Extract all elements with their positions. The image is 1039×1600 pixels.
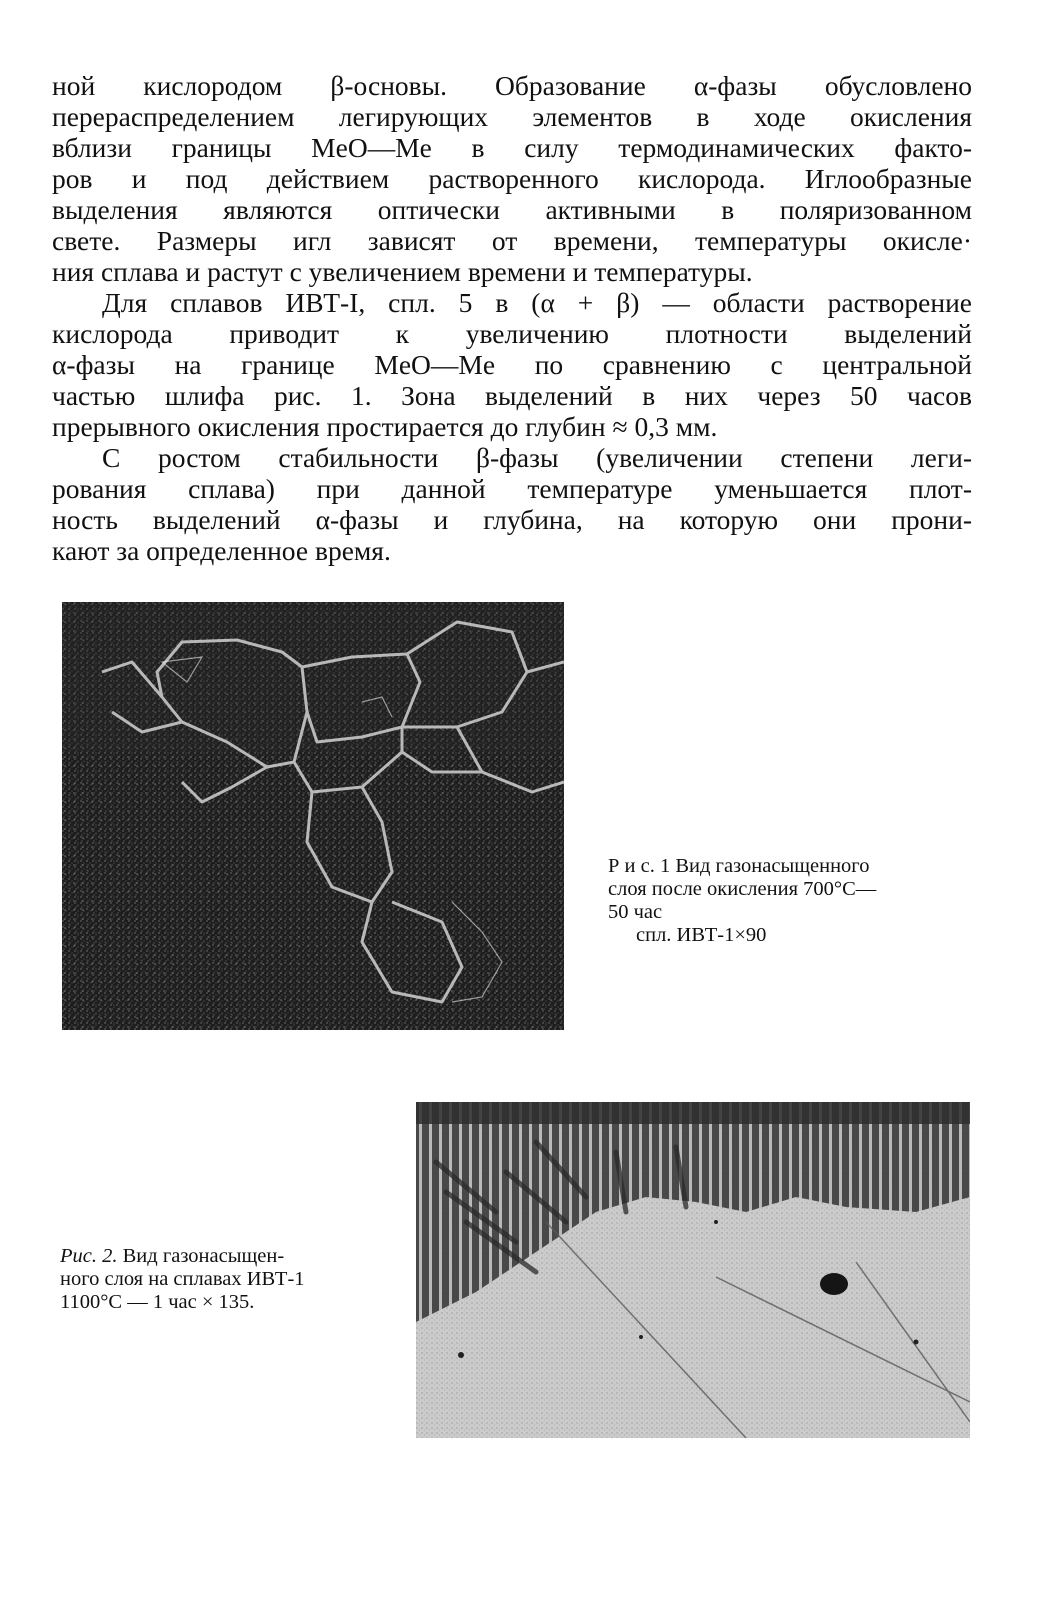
text-line: α-фазы на границе MeO—Me по сравнению с центральной: [52, 349, 972, 380]
text-line: вблизи границы MeO—Me в силу термодинамических факто-: [52, 132, 972, 163]
caption-line: [60, 1245, 400, 1268]
figure-2-caption: [60, 1245, 400, 1314]
caption-text: Вид газонасыщен-: [117, 1245, 285, 1267]
body-text: [52, 70, 972, 566]
text-line: перераспределением легирующих элементов в ходе окисления: [52, 101, 972, 132]
text-line: С ростом стабильности β-фазы (увеличении степени леги-: [102, 442, 972, 473]
caption-line: спл. ИВТ-1×90: [636, 924, 767, 946]
figure-1-micrograph: [62, 602, 564, 1030]
text-line: свете. Размеры игл зависят от времени, температуры окисле·: [52, 225, 972, 256]
text-line: кислорода приводит к увеличению плотности выделений: [52, 318, 972, 349]
paragraph-1: [52, 70, 972, 287]
text-line: ния сплава и растут с увеличением времени и температуры.: [52, 256, 753, 287]
text-line: частью шлифа рис. 1. Зона выделений в них через 50 часов: [52, 380, 972, 411]
text-line: кают за определенное время.: [52, 535, 391, 566]
text-line: ной кислородом β-основы. Образование α-фазы обусловлено: [52, 70, 972, 101]
paragraph-2: [52, 287, 972, 442]
text-line: выделения являются оптически активными в поляризованном: [52, 194, 972, 225]
caption-line: Р и с. 1 Вид газонасыщенного: [608, 855, 870, 877]
caption-line: 50 час: [608, 901, 663, 923]
text-line: ность выделений α-фазы и глубина, на которую они прони-: [52, 504, 972, 535]
caption-line: ного слоя на сплавах ИВТ-1: [60, 1268, 305, 1290]
caption-line: 1100°С — 1 час × 135.: [60, 1291, 255, 1313]
caption-line: слоя после окисления 700°С—: [608, 878, 877, 900]
text-line: прерывного окисления простирается до глубин ≈ 0,3 мм.: [52, 411, 718, 442]
text-line: ров и под действием растворенного кислорода. Иглообразные: [52, 163, 972, 194]
figure-2-micrograph: [416, 1102, 970, 1438]
caption-label: Рис. 2.: [60, 1245, 118, 1267]
text-line: рования сплава) при данной температуре уменьшается плот-: [52, 473, 972, 504]
text-line: Для сплавов ИВТ-I, спл. 5 в (α + β) — области растворение: [102, 287, 972, 318]
figure-1-caption: [608, 855, 978, 947]
paragraph-3: [52, 442, 972, 566]
